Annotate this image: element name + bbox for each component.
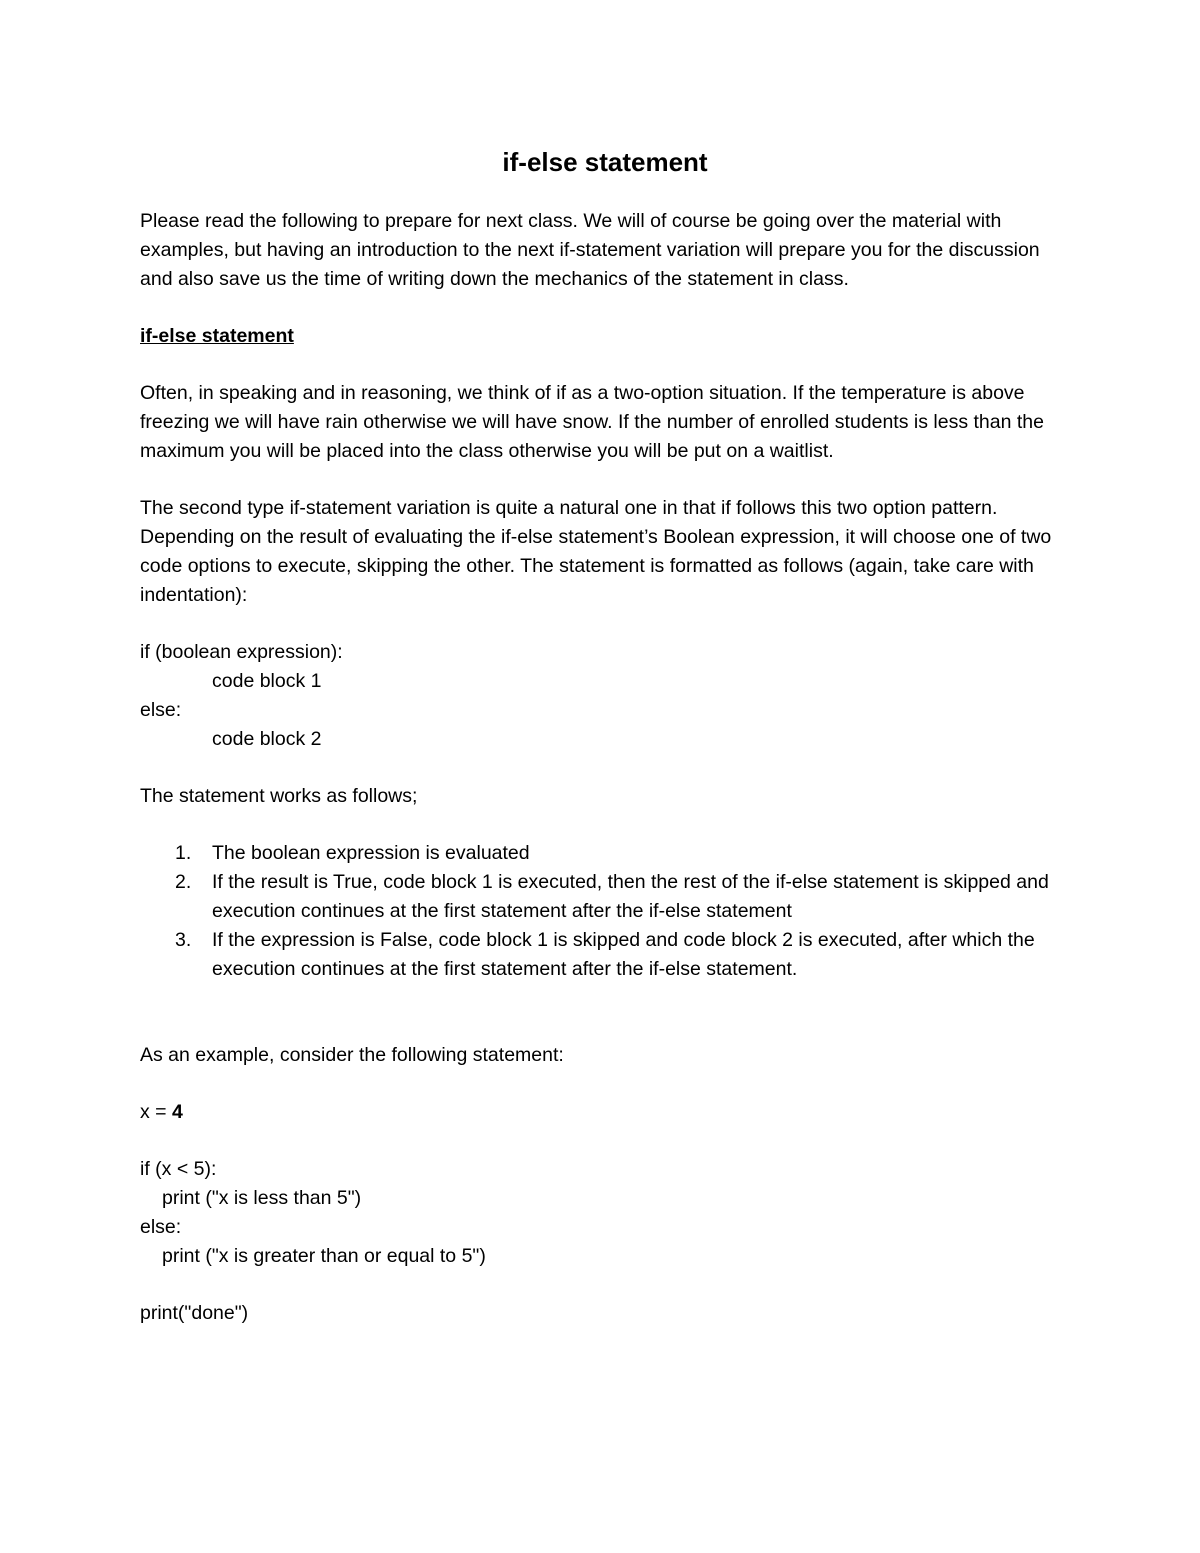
works-intro: The statement works as follows; <box>140 785 418 807</box>
often-paragraph: Often, in speaking and in reasoning, we think of if as a two-option situation. If the temperature is above freezing we will have rain otherwise we will have snow. If the number of enrolled students is less than the maximum you will be placed into the class otherwise you will be put on a waitlist. <box>140 382 1044 462</box>
syntax-code-block-1: code block 1 <box>212 670 322 692</box>
example-print-less: print ("x is less than 5") <box>162 1187 362 1209</box>
intro-paragraph: Please read the following to prepare for next class. We will of course be going over the material with examples, but having an introduction to the next if-statement variation will prepare you for the discussion and also save us the time of writing down the mechanics of the statement in class. <box>140 210 1040 290</box>
list-item <box>175 839 1070 868</box>
assignment-value: 4 <box>171 1101 183 1123</box>
assignment-prefix: x = <box>140 1101 172 1123</box>
steps-list <box>140 839 1070 984</box>
document-content <box>140 142 1070 1328</box>
list-item-text: If the result is True, code block 1 is executed, then the rest of the if-else statement is skipped and execution continues at the first statement after the if-else statement <box>212 871 1049 922</box>
example-assignment <box>140 1098 1070 1127</box>
list-item-number: 2. <box>175 871 192 893</box>
section-heading: if-else statement <box>140 325 294 347</box>
list-item <box>175 926 1070 984</box>
page-title: if-else statement <box>502 147 708 177</box>
syntax-else-line: else: <box>140 699 182 721</box>
example-code-block <box>140 1155 1070 1271</box>
list-item-text: If the expression is False, code block 1 is skipped and code block 2 is executed, after which the execution continues at the first statement after the if-else statement. <box>212 929 1035 980</box>
list-item-text: The boolean expression is evaluated <box>212 842 530 864</box>
list-item-number: 1. <box>175 842 192 864</box>
example-print-done: print("done") <box>140 1302 249 1324</box>
list-item <box>175 868 1070 926</box>
example-else-line: else: <box>140 1216 182 1238</box>
example-if-line: if (x < 5): <box>140 1158 217 1180</box>
syntax-if-line: if (boolean expression): <box>140 641 343 663</box>
example-print-greater: print ("x is greater than or equal to 5") <box>162 1245 486 1267</box>
list-item-number: 3. <box>175 929 192 951</box>
syntax-code-block-2: code block 2 <box>212 728 322 750</box>
syntax-block <box>140 638 1070 754</box>
second-type-paragraph: The second type if-statement variation is quite a natural one in that if follows this two option pattern. Depending on the result of evaluating the if-else statement’s Boolean expression, it will choose one of two code options to execute, skipping the other. The statement is formatted as follows (again, take care with indentation): <box>140 497 1052 606</box>
example-intro: As an example, consider the following statement: <box>140 1044 564 1066</box>
